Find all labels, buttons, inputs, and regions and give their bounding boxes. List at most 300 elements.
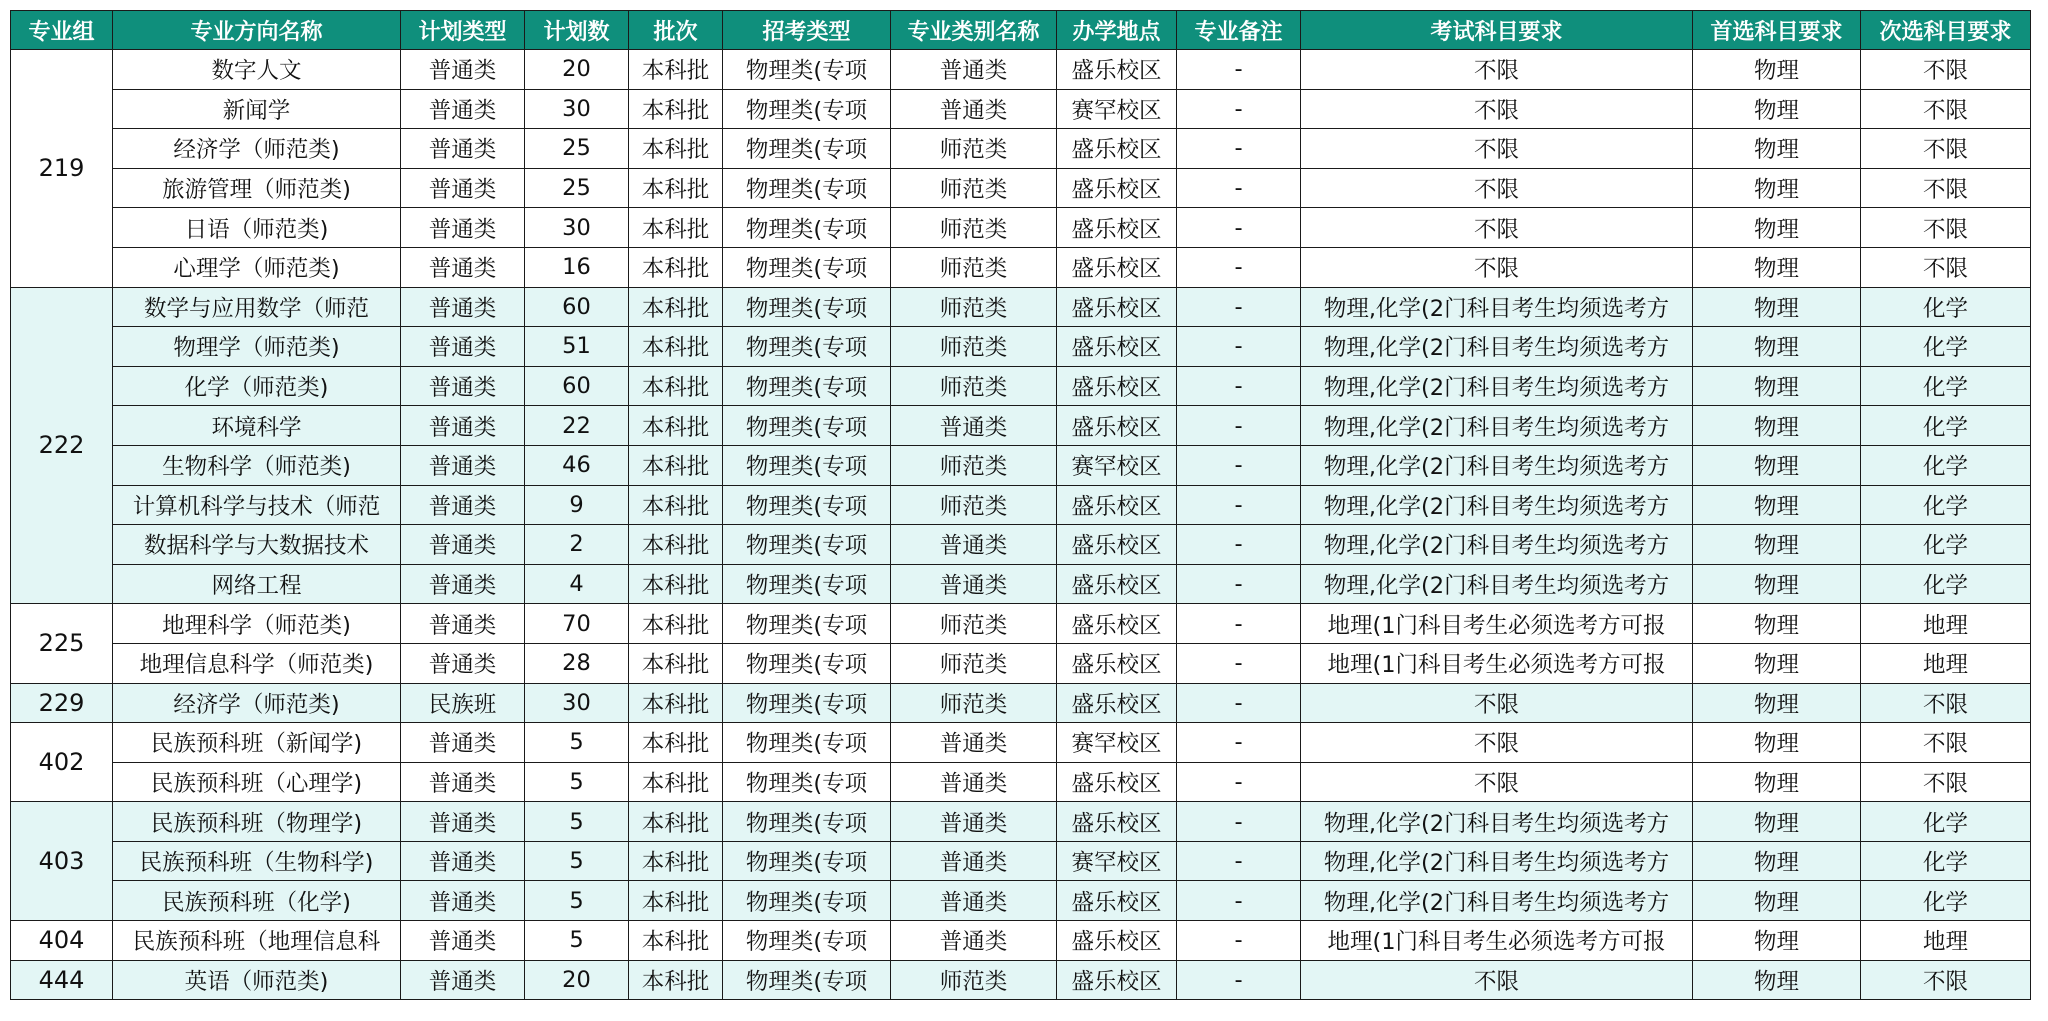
category-cell: 普通类 bbox=[891, 802, 1057, 842]
second-subject-cell: 化学 bbox=[1861, 485, 2031, 525]
batch-cell: 本科批 bbox=[629, 564, 723, 604]
first-subject-cell: 物理 bbox=[1693, 247, 1861, 287]
remark-cell: - bbox=[1177, 683, 1301, 723]
second-subject-cell: 不限 bbox=[1861, 723, 2031, 763]
first-subject-cell: 物理 bbox=[1693, 366, 1861, 406]
first-subject-cell: 物理 bbox=[1693, 50, 1861, 90]
remark-cell: - bbox=[1177, 723, 1301, 763]
table-row bbox=[11, 683, 2031, 723]
table-row bbox=[11, 564, 2031, 604]
subject-req-cell: 物理,化学(2门科目考生均须选考方 bbox=[1301, 525, 1693, 565]
table-row bbox=[11, 723, 2031, 763]
table-row bbox=[11, 485, 2031, 525]
subject-req-cell: 物理,化学(2门科目考生均须选考方 bbox=[1301, 287, 1693, 327]
batch-cell: 本科批 bbox=[629, 327, 723, 367]
batch-cell: 本科批 bbox=[629, 485, 723, 525]
plan-count-cell: 5 bbox=[525, 841, 629, 881]
category-cell: 师范类 bbox=[891, 485, 1057, 525]
exam-type-cell: 物理类(专项 bbox=[723, 406, 891, 446]
plan-count-cell: 51 bbox=[525, 327, 629, 367]
table-row bbox=[11, 802, 2031, 842]
header-cell: 招考类型 bbox=[723, 11, 891, 50]
major-name-cell: 经济学（师范类) bbox=[113, 129, 401, 169]
table-row bbox=[11, 841, 2031, 881]
major-name-cell: 民族预科班（新闻学) bbox=[113, 723, 401, 763]
subject-req-cell: 物理,化学(2门科目考生均须选考方 bbox=[1301, 802, 1693, 842]
subject-req-cell: 不限 bbox=[1301, 960, 1693, 1000]
exam-type-cell: 物理类(专项 bbox=[723, 129, 891, 169]
plan-type-cell: 普通类 bbox=[401, 604, 525, 644]
first-subject-cell: 物理 bbox=[1693, 168, 1861, 208]
campus-cell: 盛乐校区 bbox=[1057, 881, 1177, 921]
major-name-cell: 数学与应用数学（师范 bbox=[113, 287, 401, 327]
plan-type-cell: 普通类 bbox=[401, 445, 525, 485]
second-subject-cell: 不限 bbox=[1861, 168, 2031, 208]
remark-cell: - bbox=[1177, 604, 1301, 644]
plan-count-cell: 9 bbox=[525, 485, 629, 525]
subject-req-cell: 地理(1门科目考生必须选考方可报 bbox=[1301, 921, 1693, 961]
remark-cell: - bbox=[1177, 921, 1301, 961]
plan-count-cell: 20 bbox=[525, 960, 629, 1000]
table-row bbox=[11, 881, 2031, 921]
plan-type-cell: 普通类 bbox=[401, 208, 525, 248]
remark-cell: - bbox=[1177, 485, 1301, 525]
header-cell: 专业组 bbox=[11, 11, 113, 50]
enrollment-plan-table bbox=[10, 10, 2031, 1000]
exam-type-cell: 物理类(专项 bbox=[723, 881, 891, 921]
category-cell: 师范类 bbox=[891, 960, 1057, 1000]
second-subject-cell: 不限 bbox=[1861, 683, 2031, 723]
exam-type-cell: 物理类(专项 bbox=[723, 525, 891, 565]
plan-type-cell: 普通类 bbox=[401, 960, 525, 1000]
plan-type-cell: 普通类 bbox=[401, 802, 525, 842]
group-code-cell: 404 bbox=[11, 921, 113, 961]
subject-req-cell: 物理,化学(2门科目考生均须选考方 bbox=[1301, 327, 1693, 367]
second-subject-cell: 不限 bbox=[1861, 50, 2031, 90]
category-cell: 师范类 bbox=[891, 168, 1057, 208]
remark-cell: - bbox=[1177, 168, 1301, 208]
plan-count-cell: 5 bbox=[525, 881, 629, 921]
header-cell: 次选科目要求 bbox=[1861, 11, 2031, 50]
table-row bbox=[11, 327, 2031, 367]
batch-cell: 本科批 bbox=[629, 89, 723, 129]
campus-cell: 盛乐校区 bbox=[1057, 366, 1177, 406]
plan-type-cell: 普通类 bbox=[401, 129, 525, 169]
second-subject-cell: 化学 bbox=[1861, 802, 2031, 842]
batch-cell: 本科批 bbox=[629, 208, 723, 248]
first-subject-cell: 物理 bbox=[1693, 960, 1861, 1000]
second-subject-cell: 化学 bbox=[1861, 366, 2031, 406]
major-name-cell: 民族预科班（心理学) bbox=[113, 762, 401, 802]
header-cell: 计划类型 bbox=[401, 11, 525, 50]
second-subject-cell: 地理 bbox=[1861, 604, 2031, 644]
campus-cell: 盛乐校区 bbox=[1057, 604, 1177, 644]
campus-cell: 盛乐校区 bbox=[1057, 168, 1177, 208]
second-subject-cell: 化学 bbox=[1861, 287, 2031, 327]
subject-req-cell: 不限 bbox=[1301, 247, 1693, 287]
second-subject-cell: 化学 bbox=[1861, 445, 2031, 485]
exam-type-cell: 物理类(专项 bbox=[723, 921, 891, 961]
group-code-cell: 403 bbox=[11, 802, 113, 921]
plan-count-cell: 28 bbox=[525, 643, 629, 683]
plan-count-cell: 60 bbox=[525, 366, 629, 406]
major-name-cell: 计算机科学与技术（师范 bbox=[113, 485, 401, 525]
campus-cell: 盛乐校区 bbox=[1057, 208, 1177, 248]
second-subject-cell: 化学 bbox=[1861, 525, 2031, 565]
plan-type-cell: 普通类 bbox=[401, 762, 525, 802]
campus-cell: 盛乐校区 bbox=[1057, 762, 1177, 802]
batch-cell: 本科批 bbox=[629, 525, 723, 565]
remark-cell: - bbox=[1177, 525, 1301, 565]
plan-type-cell: 普通类 bbox=[401, 287, 525, 327]
plan-type-cell: 普通类 bbox=[401, 841, 525, 881]
subject-req-cell: 地理(1门科目考生必须选考方可报 bbox=[1301, 643, 1693, 683]
second-subject-cell: 地理 bbox=[1861, 643, 2031, 683]
category-cell: 师范类 bbox=[891, 604, 1057, 644]
campus-cell: 盛乐校区 bbox=[1057, 129, 1177, 169]
exam-type-cell: 物理类(专项 bbox=[723, 564, 891, 604]
group-code-cell: 402 bbox=[11, 723, 113, 802]
second-subject-cell: 地理 bbox=[1861, 921, 2031, 961]
first-subject-cell: 物理 bbox=[1693, 723, 1861, 763]
second-subject-cell: 化学 bbox=[1861, 327, 2031, 367]
remark-cell: - bbox=[1177, 89, 1301, 129]
category-cell: 师范类 bbox=[891, 287, 1057, 327]
category-cell: 普通类 bbox=[891, 921, 1057, 961]
header-cell: 考试科目要求 bbox=[1301, 11, 1693, 50]
category-cell: 普通类 bbox=[891, 406, 1057, 446]
plan-count-cell: 25 bbox=[525, 129, 629, 169]
remark-cell: - bbox=[1177, 50, 1301, 90]
plan-count-cell: 46 bbox=[525, 445, 629, 485]
plan-count-cell: 5 bbox=[525, 723, 629, 763]
plan-count-cell: 4 bbox=[525, 564, 629, 604]
plan-type-cell: 普通类 bbox=[401, 50, 525, 90]
remark-cell: - bbox=[1177, 841, 1301, 881]
category-cell: 师范类 bbox=[891, 129, 1057, 169]
category-cell: 师范类 bbox=[891, 366, 1057, 406]
first-subject-cell: 物理 bbox=[1693, 762, 1861, 802]
subject-req-cell: 不限 bbox=[1301, 168, 1693, 208]
exam-type-cell: 物理类(专项 bbox=[723, 802, 891, 842]
first-subject-cell: 物理 bbox=[1693, 604, 1861, 644]
subject-req-cell: 物理,化学(2门科目考生均须选考方 bbox=[1301, 485, 1693, 525]
header-cell: 专业备注 bbox=[1177, 11, 1301, 50]
group-code-cell: 444 bbox=[11, 960, 113, 1000]
subject-req-cell: 物理,化学(2门科目考生均须选考方 bbox=[1301, 841, 1693, 881]
major-name-cell: 化学（师范类) bbox=[113, 366, 401, 406]
subject-req-cell: 不限 bbox=[1301, 208, 1693, 248]
campus-cell: 赛罕校区 bbox=[1057, 89, 1177, 129]
first-subject-cell: 物理 bbox=[1693, 881, 1861, 921]
category-cell: 普通类 bbox=[891, 50, 1057, 90]
first-subject-cell: 物理 bbox=[1693, 841, 1861, 881]
major-name-cell: 日语（师范类) bbox=[113, 208, 401, 248]
exam-type-cell: 物理类(专项 bbox=[723, 208, 891, 248]
subject-req-cell: 不限 bbox=[1301, 683, 1693, 723]
exam-type-cell: 物理类(专项 bbox=[723, 89, 891, 129]
plan-type-cell: 普通类 bbox=[401, 327, 525, 367]
subject-req-cell: 不限 bbox=[1301, 129, 1693, 169]
batch-cell: 本科批 bbox=[629, 960, 723, 1000]
table-row bbox=[11, 287, 2031, 327]
group-code-cell: 222 bbox=[11, 287, 113, 604]
header-row bbox=[11, 11, 2031, 50]
second-subject-cell: 不限 bbox=[1861, 129, 2031, 169]
table-row bbox=[11, 960, 2031, 1000]
table-row bbox=[11, 445, 2031, 485]
major-name-cell: 网络工程 bbox=[113, 564, 401, 604]
category-cell: 普通类 bbox=[891, 762, 1057, 802]
table-row bbox=[11, 762, 2031, 802]
plan-type-cell: 普通类 bbox=[401, 881, 525, 921]
plan-count-cell: 5 bbox=[525, 802, 629, 842]
plan-type-cell: 民族班 bbox=[401, 683, 525, 723]
first-subject-cell: 物理 bbox=[1693, 445, 1861, 485]
first-subject-cell: 物理 bbox=[1693, 287, 1861, 327]
subject-req-cell: 地理(1门科目考生必须选考方可报 bbox=[1301, 604, 1693, 644]
exam-type-cell: 物理类(专项 bbox=[723, 168, 891, 208]
plan-count-cell: 60 bbox=[525, 287, 629, 327]
exam-type-cell: 物理类(专项 bbox=[723, 445, 891, 485]
category-cell: 师范类 bbox=[891, 327, 1057, 367]
second-subject-cell: 不限 bbox=[1861, 89, 2031, 129]
batch-cell: 本科批 bbox=[629, 723, 723, 763]
table-row bbox=[11, 168, 2031, 208]
plan-count-cell: 16 bbox=[525, 247, 629, 287]
batch-cell: 本科批 bbox=[629, 841, 723, 881]
plan-type-cell: 普通类 bbox=[401, 247, 525, 287]
campus-cell: 赛罕校区 bbox=[1057, 445, 1177, 485]
plan-type-cell: 普通类 bbox=[401, 921, 525, 961]
campus-cell: 盛乐校区 bbox=[1057, 50, 1177, 90]
table-row bbox=[11, 921, 2031, 961]
batch-cell: 本科批 bbox=[629, 287, 723, 327]
header-cell: 批次 bbox=[629, 11, 723, 50]
major-name-cell: 经济学（师范类) bbox=[113, 683, 401, 723]
batch-cell: 本科批 bbox=[629, 881, 723, 921]
category-cell: 师范类 bbox=[891, 683, 1057, 723]
category-cell: 普通类 bbox=[891, 841, 1057, 881]
campus-cell: 盛乐校区 bbox=[1057, 960, 1177, 1000]
subject-req-cell: 物理,化学(2门科目考生均须选考方 bbox=[1301, 366, 1693, 406]
batch-cell: 本科批 bbox=[629, 247, 723, 287]
group-code-cell: 225 bbox=[11, 604, 113, 683]
campus-cell: 赛罕校区 bbox=[1057, 841, 1177, 881]
major-name-cell: 民族预科班（物理学) bbox=[113, 802, 401, 842]
header-cell: 办学地点 bbox=[1057, 11, 1177, 50]
subject-req-cell: 物理,化学(2门科目考生均须选考方 bbox=[1301, 564, 1693, 604]
first-subject-cell: 物理 bbox=[1693, 327, 1861, 367]
major-name-cell: 旅游管理（师范类) bbox=[113, 168, 401, 208]
group-code-cell: 219 bbox=[11, 50, 113, 288]
exam-type-cell: 物理类(专项 bbox=[723, 643, 891, 683]
remark-cell: - bbox=[1177, 129, 1301, 169]
first-subject-cell: 物理 bbox=[1693, 525, 1861, 565]
first-subject-cell: 物理 bbox=[1693, 485, 1861, 525]
major-name-cell: 新闻学 bbox=[113, 89, 401, 129]
header-cell: 计划数 bbox=[525, 11, 629, 50]
header-cell: 专业方向名称 bbox=[113, 11, 401, 50]
batch-cell: 本科批 bbox=[629, 168, 723, 208]
header-cell: 首选科目要求 bbox=[1693, 11, 1861, 50]
batch-cell: 本科批 bbox=[629, 762, 723, 802]
exam-type-cell: 物理类(专项 bbox=[723, 287, 891, 327]
subject-req-cell: 物理,化学(2门科目考生均须选考方 bbox=[1301, 881, 1693, 921]
major-name-cell: 英语（师范类) bbox=[113, 960, 401, 1000]
major-name-cell: 物理学（师范类) bbox=[113, 327, 401, 367]
exam-type-cell: 物理类(专项 bbox=[723, 485, 891, 525]
campus-cell: 盛乐校区 bbox=[1057, 921, 1177, 961]
exam-type-cell: 物理类(专项 bbox=[723, 683, 891, 723]
first-subject-cell: 物理 bbox=[1693, 129, 1861, 169]
remark-cell: - bbox=[1177, 406, 1301, 446]
remark-cell: - bbox=[1177, 881, 1301, 921]
group-code-cell: 229 bbox=[11, 683, 113, 723]
exam-type-cell: 物理类(专项 bbox=[723, 366, 891, 406]
campus-cell: 盛乐校区 bbox=[1057, 485, 1177, 525]
plan-count-cell: 20 bbox=[525, 50, 629, 90]
major-name-cell: 数字人文 bbox=[113, 50, 401, 90]
plan-type-cell: 普通类 bbox=[401, 564, 525, 604]
major-name-cell: 民族预科班（地理信息科 bbox=[113, 921, 401, 961]
category-cell: 普通类 bbox=[891, 525, 1057, 565]
campus-cell: 盛乐校区 bbox=[1057, 247, 1177, 287]
plan-type-cell: 普通类 bbox=[401, 366, 525, 406]
table-body bbox=[11, 50, 2031, 1000]
subject-req-cell: 不限 bbox=[1301, 723, 1693, 763]
campus-cell: 盛乐校区 bbox=[1057, 683, 1177, 723]
exam-type-cell: 物理类(专项 bbox=[723, 762, 891, 802]
category-cell: 师范类 bbox=[891, 643, 1057, 683]
exam-type-cell: 物理类(专项 bbox=[723, 327, 891, 367]
remark-cell: - bbox=[1177, 445, 1301, 485]
table-row bbox=[11, 50, 2031, 90]
major-name-cell: 环境科学 bbox=[113, 406, 401, 446]
subject-req-cell: 物理,化学(2门科目考生均须选考方 bbox=[1301, 445, 1693, 485]
campus-cell: 盛乐校区 bbox=[1057, 643, 1177, 683]
second-subject-cell: 化学 bbox=[1861, 841, 2031, 881]
first-subject-cell: 物理 bbox=[1693, 802, 1861, 842]
major-name-cell: 民族预科班（生物科学) bbox=[113, 841, 401, 881]
remark-cell: - bbox=[1177, 247, 1301, 287]
second-subject-cell: 化学 bbox=[1861, 406, 2031, 446]
table-row bbox=[11, 604, 2031, 644]
remark-cell: - bbox=[1177, 366, 1301, 406]
exam-type-cell: 物理类(专项 bbox=[723, 960, 891, 1000]
major-name-cell: 民族预科班（化学) bbox=[113, 881, 401, 921]
subject-req-cell: 不限 bbox=[1301, 762, 1693, 802]
exam-type-cell: 物理类(专项 bbox=[723, 841, 891, 881]
category-cell: 普通类 bbox=[891, 881, 1057, 921]
category-cell: 师范类 bbox=[891, 208, 1057, 248]
campus-cell: 盛乐校区 bbox=[1057, 564, 1177, 604]
table-row bbox=[11, 643, 2031, 683]
remark-cell: - bbox=[1177, 327, 1301, 367]
plan-count-cell: 70 bbox=[525, 604, 629, 644]
plan-count-cell: 30 bbox=[525, 683, 629, 723]
major-name-cell: 数据科学与大数据技术 bbox=[113, 525, 401, 565]
category-cell: 普通类 bbox=[891, 564, 1057, 604]
remark-cell: - bbox=[1177, 208, 1301, 248]
campus-cell: 盛乐校区 bbox=[1057, 327, 1177, 367]
exam-type-cell: 物理类(专项 bbox=[723, 50, 891, 90]
batch-cell: 本科批 bbox=[629, 129, 723, 169]
table-row bbox=[11, 525, 2031, 565]
category-cell: 师范类 bbox=[891, 445, 1057, 485]
first-subject-cell: 物理 bbox=[1693, 406, 1861, 446]
exam-type-cell: 物理类(专项 bbox=[723, 604, 891, 644]
first-subject-cell: 物理 bbox=[1693, 643, 1861, 683]
campus-cell: 盛乐校区 bbox=[1057, 287, 1177, 327]
batch-cell: 本科批 bbox=[629, 445, 723, 485]
campus-cell: 盛乐校区 bbox=[1057, 406, 1177, 446]
table-row bbox=[11, 208, 2031, 248]
table-row bbox=[11, 129, 2031, 169]
table-row bbox=[11, 247, 2031, 287]
remark-cell: - bbox=[1177, 643, 1301, 683]
remark-cell: - bbox=[1177, 287, 1301, 327]
table-row bbox=[11, 366, 2031, 406]
exam-type-cell: 物理类(专项 bbox=[723, 247, 891, 287]
campus-cell: 盛乐校区 bbox=[1057, 802, 1177, 842]
subject-req-cell: 不限 bbox=[1301, 89, 1693, 129]
plan-count-cell: 2 bbox=[525, 525, 629, 565]
second-subject-cell: 化学 bbox=[1861, 881, 2031, 921]
subject-req-cell: 不限 bbox=[1301, 50, 1693, 90]
first-subject-cell: 物理 bbox=[1693, 564, 1861, 604]
campus-cell: 赛罕校区 bbox=[1057, 723, 1177, 763]
remark-cell: - bbox=[1177, 762, 1301, 802]
remark-cell: - bbox=[1177, 960, 1301, 1000]
category-cell: 普通类 bbox=[891, 723, 1057, 763]
remark-cell: - bbox=[1177, 802, 1301, 842]
exam-type-cell: 物理类(专项 bbox=[723, 723, 891, 763]
batch-cell: 本科批 bbox=[629, 921, 723, 961]
batch-cell: 本科批 bbox=[629, 802, 723, 842]
first-subject-cell: 物理 bbox=[1693, 683, 1861, 723]
plan-type-cell: 普通类 bbox=[401, 723, 525, 763]
major-name-cell: 地理科学（师范类) bbox=[113, 604, 401, 644]
plan-type-cell: 普通类 bbox=[401, 406, 525, 446]
plan-count-cell: 5 bbox=[525, 762, 629, 802]
major-name-cell: 生物科学（师范类) bbox=[113, 445, 401, 485]
plan-type-cell: 普通类 bbox=[401, 525, 525, 565]
first-subject-cell: 物理 bbox=[1693, 208, 1861, 248]
plan-type-cell: 普通类 bbox=[401, 168, 525, 208]
category-cell: 普通类 bbox=[891, 89, 1057, 129]
second-subject-cell: 不限 bbox=[1861, 960, 2031, 1000]
plan-type-cell: 普通类 bbox=[401, 485, 525, 525]
plan-count-cell: 5 bbox=[525, 921, 629, 961]
second-subject-cell: 不限 bbox=[1861, 208, 2031, 248]
batch-cell: 本科批 bbox=[629, 406, 723, 446]
first-subject-cell: 物理 bbox=[1693, 89, 1861, 129]
plan-count-cell: 30 bbox=[525, 208, 629, 248]
subject-req-cell: 物理,化学(2门科目考生均须选考方 bbox=[1301, 406, 1693, 446]
first-subject-cell: 物理 bbox=[1693, 921, 1861, 961]
batch-cell: 本科批 bbox=[629, 604, 723, 644]
plan-count-cell: 22 bbox=[525, 406, 629, 446]
second-subject-cell: 化学 bbox=[1861, 564, 2031, 604]
batch-cell: 本科批 bbox=[629, 50, 723, 90]
campus-cell: 盛乐校区 bbox=[1057, 525, 1177, 565]
major-name-cell: 心理学（师范类) bbox=[113, 247, 401, 287]
batch-cell: 本科批 bbox=[629, 366, 723, 406]
remark-cell: - bbox=[1177, 564, 1301, 604]
batch-cell: 本科批 bbox=[629, 683, 723, 723]
header-cell: 专业类别名称 bbox=[891, 11, 1057, 50]
